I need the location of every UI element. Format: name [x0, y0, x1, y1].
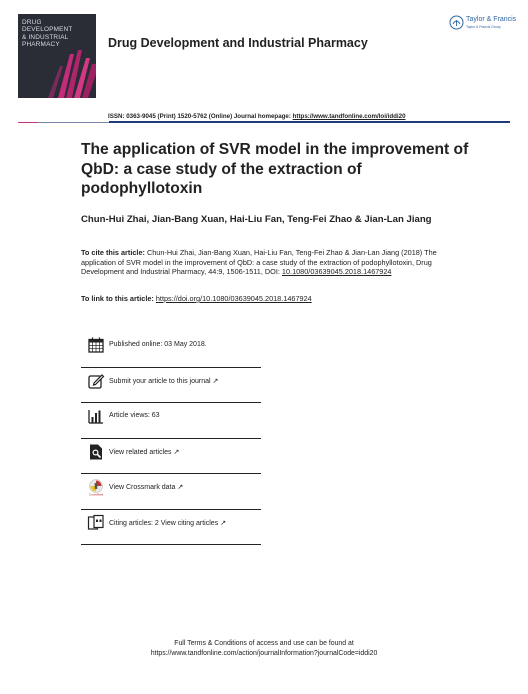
external-link-icon: ↗	[173, 448, 180, 456]
external-link-icon: ↗	[177, 484, 184, 491]
article-link-label: To link to this article:	[81, 294, 156, 303]
info-item-views	[81, 403, 261, 439]
calendar-icon	[87, 336, 105, 354]
publisher-tagline: Taylor & Francis Group	[466, 25, 501, 29]
cover-title-line: DRUG DEVELOPMENT	[22, 19, 73, 34]
crossmark-link[interactable]	[109, 483, 183, 491]
journal-homepage-link[interactable]: https://www.tandfonline.com/loi/iddi20	[292, 113, 406, 120]
info-item-related[interactable]	[81, 439, 261, 475]
cover-title-line: & INDUSTRIAL	[22, 33, 69, 41]
issn-text: ISSN: 0363-9045 (Print) 1520-5762 (Online) Journal homepage:	[108, 113, 293, 120]
bar-chart-icon	[87, 407, 105, 425]
info-item-citing[interactable]	[81, 510, 261, 546]
published-label: Published online: 03 May 2018.	[109, 341, 207, 348]
submit-article-label: Submit your article to this journal	[109, 377, 211, 385]
submit-article-link[interactable]	[109, 377, 218, 385]
info-item-submit[interactable]	[81, 368, 261, 404]
citation-block	[81, 248, 461, 277]
publisher-logo[interactable]	[449, 15, 517, 33]
citation-label: To cite this article:	[81, 248, 147, 257]
search-document-icon	[87, 443, 105, 461]
publisher-logo-icon	[449, 15, 464, 30]
citation-text: Chun-Hui Zhai, Jian-Bang Xuan, Hai-Liu Fan, Teng-Fei Zhao & Jian-Lan Jiang (2018) The application of SVR model in the improvement of QbD: a case study of the extraction of podophyllotoxin, Drug Development and Industrial Pharmacy, 44:9, 1506-1511, DOI:	[81, 248, 437, 277]
crossmark-label: View Crossmark data	[109, 484, 176, 491]
article-title: The application of SVR model in the improvement of QbD: a case study of the extraction of podophyllotoxin	[81, 141, 469, 197]
journal-name[interactable]: Drug Development and Industrial Pharmacy	[108, 36, 368, 50]
cover-title-line: PHARMACY	[22, 41, 60, 49]
external-link-icon: ↗	[220, 519, 227, 527]
journal-cover	[18, 14, 96, 98]
footer-terms-link[interactable]: https://www.tandfonline.com/action/journalInformation?journalCode=iddi20	[150, 650, 378, 657]
edit-icon	[87, 372, 105, 390]
external-link-icon: ↗	[212, 377, 219, 385]
header-divider-accent	[109, 121, 510, 123]
related-articles-link[interactable]	[109, 448, 179, 456]
article-link-line	[81, 294, 312, 303]
svg-text:CrossMark: CrossMark	[88, 492, 104, 496]
article-info-list	[81, 332, 261, 545]
article-doi-link[interactable]: https://doi.org/10.1080/03639045.2018.1467924	[155, 294, 312, 303]
article-views-label: Article views: 63	[109, 412, 160, 419]
issn-line	[108, 113, 406, 120]
citing-articles-link[interactable]	[109, 519, 226, 527]
footer-terms-text: Full Terms & Conditions of access and use can be found at	[174, 640, 354, 647]
header-divider-marker	[18, 122, 38, 123]
article-authors: Chun-Hui Zhai, Jian-Bang Xuan, Hai-Liu Fan, Teng-Fei Zhao & Jian-Lan Jiang	[81, 214, 432, 225]
info-item-published	[81, 332, 261, 368]
citing-articles-label: Citing articles: 2 View citing articles	[109, 519, 219, 527]
page-footer	[0, 639, 528, 659]
citation-doi-link[interactable]: 10.1080/03639045.2018.1467924	[281, 267, 392, 277]
related-articles-label: View related articles	[109, 448, 172, 456]
cover-title	[22, 19, 94, 49]
publisher-name: Taylor & Francis	[466, 16, 517, 23]
info-item-crossmark[interactable]	[81, 474, 261, 510]
crossmark-icon	[87, 478, 105, 496]
citing-icon	[87, 514, 105, 532]
